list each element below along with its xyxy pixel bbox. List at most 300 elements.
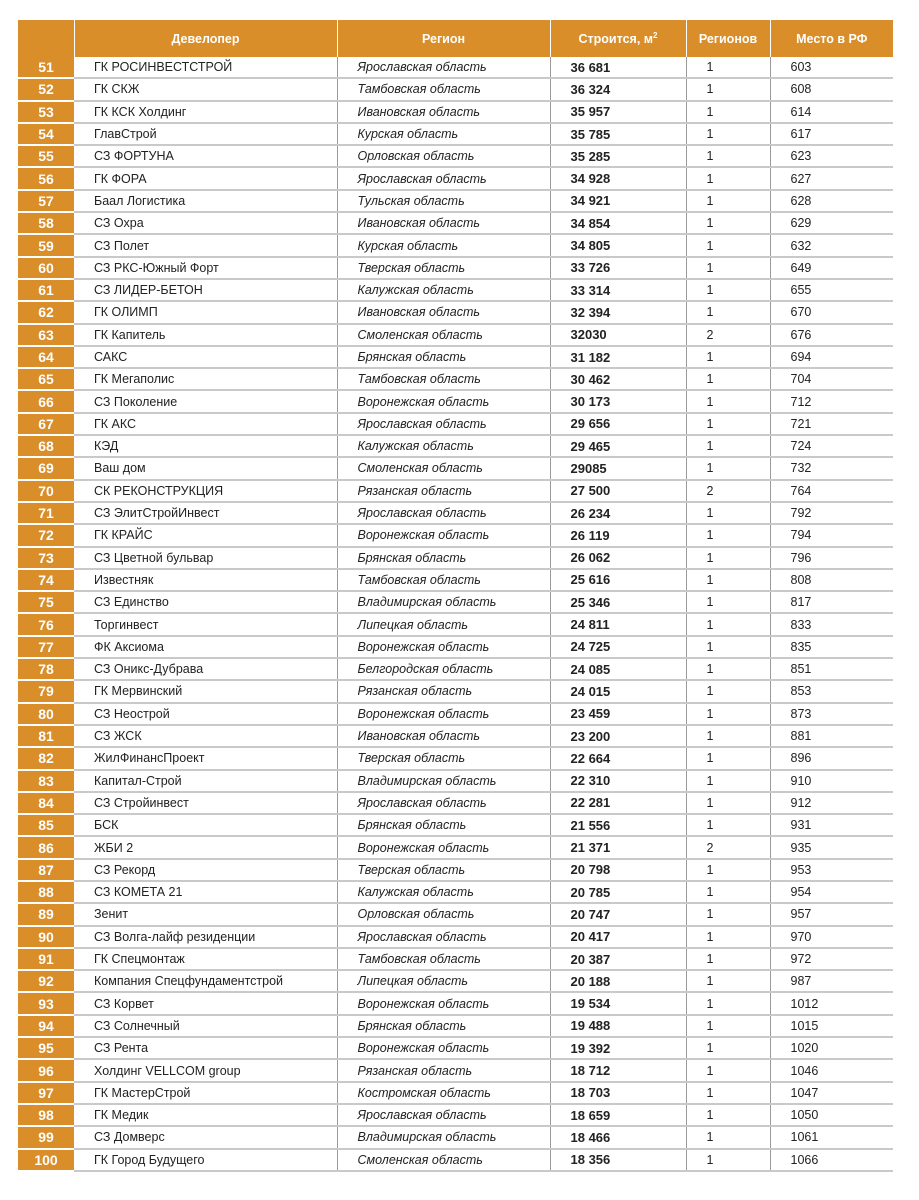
table-row	[18, 413, 893, 435]
rank-cell: 59	[18, 234, 74, 256]
developer-cell: ГК КСК Холдинг	[74, 101, 337, 123]
region-cell: Ярославская область	[337, 167, 550, 189]
table-header-row	[18, 20, 893, 57]
developer-cell: СЗ ЭлитСтройИнвест	[74, 502, 337, 524]
regions-count-cell: 1	[686, 212, 770, 234]
table-row	[18, 1149, 893, 1171]
table-row	[18, 613, 893, 635]
regions-count-cell: 1	[686, 859, 770, 881]
header-built-sup: 2	[653, 30, 658, 40]
region-cell: Тульская область	[337, 190, 550, 212]
rank-cell: 75	[18, 591, 74, 613]
rf-place-cell: 1047	[770, 1082, 893, 1104]
table-row	[18, 569, 893, 591]
built-area-cell: 24 811	[550, 613, 686, 635]
table-row	[18, 658, 893, 680]
rank-cell: 52	[18, 78, 74, 100]
rank-cell: 97	[18, 1082, 74, 1104]
developer-cell: Холдинг VELLCOM group	[74, 1059, 337, 1081]
table-row	[18, 480, 893, 502]
region-cell: Брянская область	[337, 346, 550, 368]
rf-place-cell: 617	[770, 123, 893, 145]
developer-cell: СЗ Цветной бульвар	[74, 547, 337, 569]
built-area-cell: 25 346	[550, 591, 686, 613]
built-area-cell: 22 664	[550, 747, 686, 769]
region-cell: Орловская область	[337, 145, 550, 167]
region-cell: Ивановская область	[337, 301, 550, 323]
region-cell: Владимирская область	[337, 1126, 550, 1148]
built-area-cell: 20 417	[550, 926, 686, 948]
table-row	[18, 948, 893, 970]
table-row	[18, 725, 893, 747]
rank-cell: 99	[18, 1126, 74, 1148]
rf-place-cell: 655	[770, 279, 893, 301]
built-area-cell: 26 234	[550, 502, 686, 524]
developer-cell: СЗ ФОРТУНА	[74, 145, 337, 167]
rank-cell: 65	[18, 368, 74, 390]
regions-count-cell: 1	[686, 57, 770, 78]
built-area-cell: 34 854	[550, 212, 686, 234]
regions-count-cell: 1	[686, 502, 770, 524]
built-area-cell: 36 324	[550, 78, 686, 100]
regions-count-cell: 1	[686, 903, 770, 925]
rf-place-cell: 873	[770, 703, 893, 725]
rank-cell: 67	[18, 413, 74, 435]
built-area-cell: 19 392	[550, 1037, 686, 1059]
regions-count-cell: 1	[686, 435, 770, 457]
developers-table	[18, 20, 893, 1172]
rf-place-cell: 851	[770, 658, 893, 680]
region-cell: Воронежская область	[337, 524, 550, 546]
region-cell: Брянская область	[337, 547, 550, 569]
rf-place-cell: 881	[770, 725, 893, 747]
built-area-cell: 20 747	[550, 903, 686, 925]
region-cell: Ярославская область	[337, 1104, 550, 1126]
rank-cell: 78	[18, 658, 74, 680]
rf-place-cell: 676	[770, 324, 893, 346]
regions-count-cell: 1	[686, 792, 770, 814]
rank-cell: 64	[18, 346, 74, 368]
rf-place-cell: 833	[770, 613, 893, 635]
rank-cell: 87	[18, 859, 74, 881]
developer-cell: ФК Аксиома	[74, 636, 337, 658]
table-row	[18, 792, 893, 814]
developer-cell: СЗ Охра	[74, 212, 337, 234]
rf-place-cell: 614	[770, 101, 893, 123]
built-area-cell: 27 500	[550, 480, 686, 502]
rf-place-cell: 721	[770, 413, 893, 435]
developer-cell: ГК Мервинский	[74, 680, 337, 702]
regions-count-cell: 1	[686, 1082, 770, 1104]
rank-cell: 82	[18, 747, 74, 769]
developer-cell: ГК ОЛИМП	[74, 301, 337, 323]
developer-cell: ГК Спецмонтаж	[74, 948, 337, 970]
rf-place-cell: 632	[770, 234, 893, 256]
developer-cell: СЗ ЖСК	[74, 725, 337, 747]
built-area-cell: 22 310	[550, 770, 686, 792]
rf-place-cell: 835	[770, 636, 893, 658]
built-area-cell: 25 616	[550, 569, 686, 591]
regions-count-cell: 1	[686, 725, 770, 747]
rank-cell: 56	[18, 167, 74, 189]
table-row	[18, 301, 893, 323]
rf-place-cell: 704	[770, 368, 893, 390]
table-row	[18, 547, 893, 569]
rank-cell: 94	[18, 1015, 74, 1037]
built-area-cell: 18 466	[550, 1126, 686, 1148]
developer-cell: СЗ Рекорд	[74, 859, 337, 881]
rank-cell: 81	[18, 725, 74, 747]
regions-count-cell: 1	[686, 390, 770, 412]
regions-count-cell: 1	[686, 636, 770, 658]
rf-place-cell: 627	[770, 167, 893, 189]
table-row	[18, 1082, 893, 1104]
rf-place-cell: 953	[770, 859, 893, 881]
rf-place-cell: 1050	[770, 1104, 893, 1126]
rf-place-cell: 896	[770, 747, 893, 769]
table-row	[18, 747, 893, 769]
rank-cell: 60	[18, 257, 74, 279]
developer-cell: СЗ Оникс-Дубрава	[74, 658, 337, 680]
rank-cell: 92	[18, 970, 74, 992]
built-area-cell: 32030	[550, 324, 686, 346]
rf-place-cell: 628	[770, 190, 893, 212]
built-area-cell: 21 371	[550, 836, 686, 858]
region-cell: Воронежская область	[337, 1037, 550, 1059]
built-area-cell: 24 725	[550, 636, 686, 658]
region-cell: Тамбовская область	[337, 78, 550, 100]
rank-cell: 95	[18, 1037, 74, 1059]
table-row	[18, 881, 893, 903]
rank-cell: 89	[18, 903, 74, 925]
table-row	[18, 1037, 893, 1059]
table-row	[18, 680, 893, 702]
rf-place-cell: 853	[770, 680, 893, 702]
developer-cell: ГК АКС	[74, 413, 337, 435]
developer-cell: ЖБИ 2	[74, 836, 337, 858]
region-cell: Ивановская область	[337, 212, 550, 234]
developer-cell: БСК	[74, 814, 337, 836]
built-area-cell: 29 465	[550, 435, 686, 457]
rf-place-cell: 603	[770, 57, 893, 78]
table-body	[18, 57, 893, 1171]
developer-cell: Компания Спецфундаментстрой	[74, 970, 337, 992]
rf-place-cell: 970	[770, 926, 893, 948]
rf-place-cell: 1015	[770, 1015, 893, 1037]
rank-cell: 100	[18, 1149, 74, 1171]
rf-place-cell: 1012	[770, 992, 893, 1014]
region-cell: Воронежская область	[337, 390, 550, 412]
region-cell: Рязанская область	[337, 480, 550, 502]
developer-cell: СЗ ЛИДЕР-БЕТОН	[74, 279, 337, 301]
rank-cell: 55	[18, 145, 74, 167]
table-row	[18, 234, 893, 256]
region-cell: Липецкая область	[337, 970, 550, 992]
developer-cell: СЗ Волга-лайф резиденции	[74, 926, 337, 948]
region-cell: Тверская область	[337, 859, 550, 881]
rf-place-cell: 732	[770, 457, 893, 479]
rf-place-cell: 957	[770, 903, 893, 925]
rf-place-cell: 764	[770, 480, 893, 502]
developer-cell: КЭД	[74, 435, 337, 457]
built-area-cell: 26 119	[550, 524, 686, 546]
rank-cell: 85	[18, 814, 74, 836]
table-row	[18, 770, 893, 792]
rf-place-cell: 910	[770, 770, 893, 792]
built-area-cell: 33 314	[550, 279, 686, 301]
regions-count-cell: 1	[686, 167, 770, 189]
rf-place-cell: 694	[770, 346, 893, 368]
table-row	[18, 836, 893, 858]
regions-count-cell: 1	[686, 992, 770, 1014]
header-region: Регион	[337, 20, 550, 57]
regions-count-cell: 1	[686, 1149, 770, 1171]
region-cell: Орловская область	[337, 903, 550, 925]
built-area-cell: 35 785	[550, 123, 686, 145]
table-row	[18, 859, 893, 881]
table-row	[18, 145, 893, 167]
region-cell: Тамбовская область	[337, 569, 550, 591]
rank-cell: 83	[18, 770, 74, 792]
rank-cell: 91	[18, 948, 74, 970]
developer-cell: Торгинвест	[74, 613, 337, 635]
region-cell: Владимирская область	[337, 770, 550, 792]
developer-cell: Ваш дом	[74, 457, 337, 479]
region-cell: Брянская область	[337, 1015, 550, 1037]
rf-place-cell: 608	[770, 78, 893, 100]
rank-cell: 69	[18, 457, 74, 479]
table-row	[18, 814, 893, 836]
header-num	[18, 20, 74, 57]
table-row	[18, 1126, 893, 1148]
region-cell: Ярославская область	[337, 413, 550, 435]
regions-count-cell: 1	[686, 591, 770, 613]
developer-cell: ГК ФОРА	[74, 167, 337, 189]
rf-place-cell: 649	[770, 257, 893, 279]
regions-count-cell: 1	[686, 279, 770, 301]
rank-cell: 53	[18, 101, 74, 123]
regions-count-cell: 1	[686, 770, 770, 792]
rank-cell: 51	[18, 57, 74, 78]
rf-place-cell: 792	[770, 502, 893, 524]
regions-count-cell: 1	[686, 1015, 770, 1037]
region-cell: Калужская область	[337, 435, 550, 457]
developer-cell: Капитал-Строй	[74, 770, 337, 792]
rank-cell: 61	[18, 279, 74, 301]
regions-count-cell: 1	[686, 970, 770, 992]
rank-cell: 86	[18, 836, 74, 858]
region-cell: Владимирская область	[337, 591, 550, 613]
region-cell: Тверская область	[337, 747, 550, 769]
region-cell: Липецкая область	[337, 613, 550, 635]
regions-count-cell: 1	[686, 524, 770, 546]
built-area-cell: 18 356	[550, 1149, 686, 1171]
region-cell: Курская область	[337, 123, 550, 145]
developer-cell: ГК Медик	[74, 1104, 337, 1126]
table-row	[18, 78, 893, 100]
regions-count-cell: 1	[686, 547, 770, 569]
rf-place-cell: 987	[770, 970, 893, 992]
rf-place-cell: 954	[770, 881, 893, 903]
table-row	[18, 926, 893, 948]
regions-count-cell: 1	[686, 680, 770, 702]
regions-count-cell: 1	[686, 1037, 770, 1059]
built-area-cell: 22 281	[550, 792, 686, 814]
rf-place-cell: 796	[770, 547, 893, 569]
rank-cell: 73	[18, 547, 74, 569]
header-place: Место в РФ	[770, 20, 893, 57]
built-area-cell: 18 659	[550, 1104, 686, 1126]
built-area-cell: 34 805	[550, 234, 686, 256]
region-cell: Ивановская область	[337, 101, 550, 123]
built-area-cell: 31 182	[550, 346, 686, 368]
rank-cell: 93	[18, 992, 74, 1014]
developer-cell: ГК КРАЙС	[74, 524, 337, 546]
header-built-label: Строится, м	[578, 32, 654, 47]
regions-count-cell: 1	[686, 190, 770, 212]
region-cell: Тамбовская область	[337, 948, 550, 970]
built-area-cell: 20 798	[550, 859, 686, 881]
built-area-cell: 18 712	[550, 1059, 686, 1081]
regions-count-cell: 1	[686, 78, 770, 100]
built-area-cell: 20 785	[550, 881, 686, 903]
region-cell: Калужская область	[337, 279, 550, 301]
developer-cell: ГК Город Будущего	[74, 1149, 337, 1171]
regions-count-cell: 1	[686, 368, 770, 390]
developer-cell: ГК РОСИНВЕСТСТРОЙ	[74, 57, 337, 78]
rf-place-cell: 1061	[770, 1126, 893, 1148]
regions-count-cell: 1	[686, 123, 770, 145]
regions-count-cell: 1	[686, 926, 770, 948]
table-row	[18, 190, 893, 212]
built-area-cell: 33 726	[550, 257, 686, 279]
rank-cell: 77	[18, 636, 74, 658]
region-cell: Ивановская область	[337, 725, 550, 747]
table-row	[18, 457, 893, 479]
developer-cell: Известняк	[74, 569, 337, 591]
developer-cell: СЗ Неострой	[74, 703, 337, 725]
rank-cell: 80	[18, 703, 74, 725]
regions-count-cell: 1	[686, 301, 770, 323]
table-row	[18, 167, 893, 189]
regions-count-cell: 1	[686, 703, 770, 725]
developer-cell: СЗ Поколение	[74, 390, 337, 412]
region-cell: Курская область	[337, 234, 550, 256]
developer-cell: Зенит	[74, 903, 337, 925]
built-area-cell: 34 921	[550, 190, 686, 212]
rank-cell: 98	[18, 1104, 74, 1126]
rank-cell: 62	[18, 301, 74, 323]
table-row	[18, 101, 893, 123]
table-row	[18, 903, 893, 925]
table-row	[18, 435, 893, 457]
rank-cell: 57	[18, 190, 74, 212]
rf-place-cell: 623	[770, 145, 893, 167]
developer-cell: ГлавСтрой	[74, 123, 337, 145]
rf-place-cell: 817	[770, 591, 893, 613]
table-row	[18, 279, 893, 301]
rank-cell: 76	[18, 613, 74, 635]
table-row	[18, 524, 893, 546]
regions-count-cell: 1	[686, 257, 770, 279]
rf-place-cell: 794	[770, 524, 893, 546]
regions-count-cell: 2	[686, 836, 770, 858]
rf-place-cell: 912	[770, 792, 893, 814]
developer-cell: САКС	[74, 346, 337, 368]
rank-cell: 90	[18, 926, 74, 948]
built-area-cell: 29085	[550, 457, 686, 479]
region-cell: Рязанская область	[337, 680, 550, 702]
region-cell: Воронежская область	[337, 992, 550, 1014]
rf-place-cell: 931	[770, 814, 893, 836]
regions-count-cell: 1	[686, 747, 770, 769]
built-area-cell: 26 062	[550, 547, 686, 569]
rf-place-cell: 935	[770, 836, 893, 858]
built-area-cell: 30 462	[550, 368, 686, 390]
region-cell: Тамбовская область	[337, 368, 550, 390]
rank-cell: 79	[18, 680, 74, 702]
region-cell: Ярославская область	[337, 926, 550, 948]
regions-count-cell: 2	[686, 480, 770, 502]
built-area-cell: 19 488	[550, 1015, 686, 1037]
developer-cell: СЗ Солнечный	[74, 1015, 337, 1037]
header-built	[550, 20, 686, 57]
built-area-cell: 20 188	[550, 970, 686, 992]
rf-place-cell: 1066	[770, 1149, 893, 1171]
rank-cell: 72	[18, 524, 74, 546]
regions-count-cell: 1	[686, 658, 770, 680]
rank-cell: 71	[18, 502, 74, 524]
rank-cell: 54	[18, 123, 74, 145]
region-cell: Воронежская область	[337, 636, 550, 658]
developer-cell: СЗ Полет	[74, 234, 337, 256]
developer-cell: ГК Капитель	[74, 324, 337, 346]
rank-cell: 84	[18, 792, 74, 814]
table-row	[18, 390, 893, 412]
regions-count-cell: 1	[686, 1059, 770, 1081]
rf-place-cell: 972	[770, 948, 893, 970]
table-row	[18, 1015, 893, 1037]
developer-cell: ГК СКЖ	[74, 78, 337, 100]
built-area-cell: 24 085	[550, 658, 686, 680]
table-row	[18, 257, 893, 279]
rank-cell: 74	[18, 569, 74, 591]
built-area-cell: 24 015	[550, 680, 686, 702]
regions-count-cell: 1	[686, 413, 770, 435]
rank-cell: 58	[18, 212, 74, 234]
rank-cell: 70	[18, 480, 74, 502]
table-row	[18, 703, 893, 725]
developer-cell: СК РЕКОНСТРУКЦИЯ	[74, 480, 337, 502]
built-area-cell: 34 928	[550, 167, 686, 189]
developer-cell: СЗ РКС-Южный Форт	[74, 257, 337, 279]
rf-place-cell: 808	[770, 569, 893, 591]
built-area-cell: 29 656	[550, 413, 686, 435]
developer-cell: СЗ Домверс	[74, 1126, 337, 1148]
rank-cell: 88	[18, 881, 74, 903]
regions-count-cell: 2	[686, 324, 770, 346]
built-area-cell: 20 387	[550, 948, 686, 970]
rf-place-cell: 712	[770, 390, 893, 412]
built-area-cell: 23 459	[550, 703, 686, 725]
rf-place-cell: 1046	[770, 1059, 893, 1081]
regions-count-cell: 1	[686, 457, 770, 479]
region-cell: Ярославская область	[337, 792, 550, 814]
region-cell: Брянская область	[337, 814, 550, 836]
table-row	[18, 591, 893, 613]
region-cell: Белгородская область	[337, 658, 550, 680]
rf-place-cell: 1020	[770, 1037, 893, 1059]
